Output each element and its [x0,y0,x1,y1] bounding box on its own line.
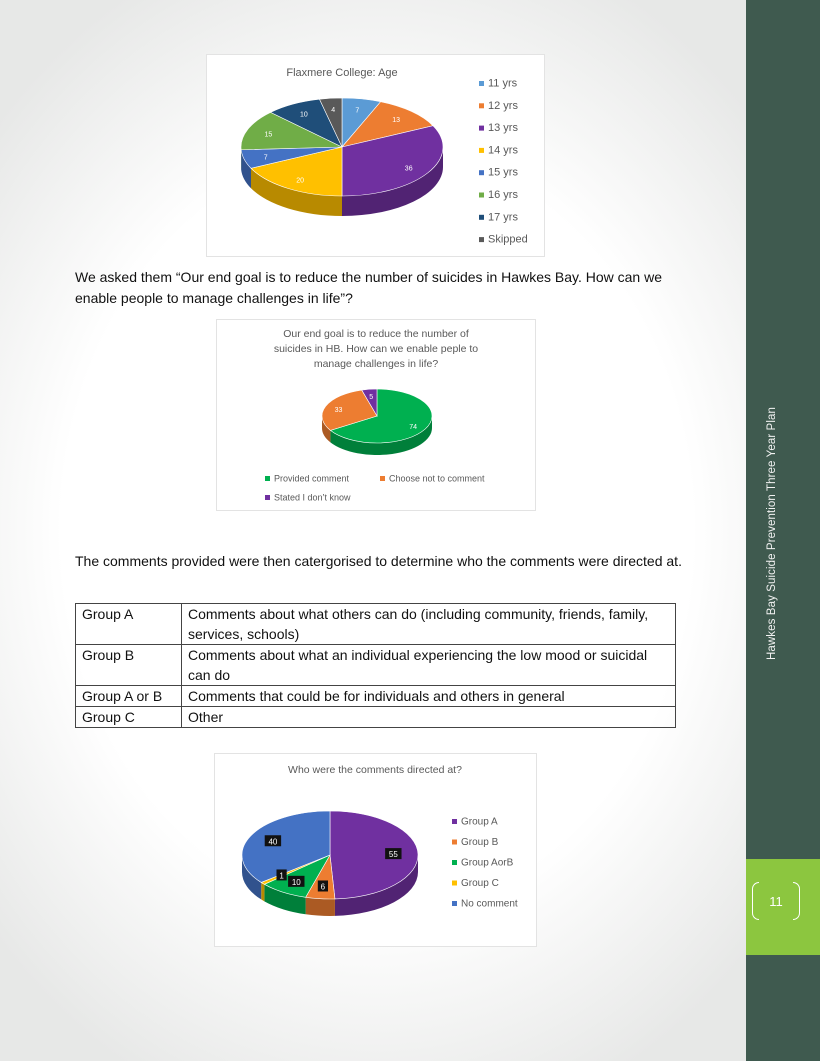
description-cell: Comments that could be for individuals and others in general [182,686,676,707]
document-title: Hawkes Bay Suicide Prevention Three Year Plan [766,407,778,660]
data-label: 74 [409,423,418,431]
legend-swatch [452,819,457,824]
group-cell: Group B [76,645,182,686]
data-label: 5 [369,393,374,401]
chart-title: manage challenges in life? [313,358,439,370]
data-label: 7 [263,154,268,162]
legend-swatch [265,476,270,481]
directed-at-pie-chart [215,754,536,946]
page-number-box [746,859,820,955]
legend-swatch [479,103,484,108]
legend-label: 16 yrs [488,189,518,201]
legend-label: 12 yrs [488,99,518,112]
legend-label: 13 yrs [488,122,518,135]
pie-slice-side [306,897,335,916]
table-row [76,604,676,645]
data-label: 6 [320,882,326,892]
legend-label: Provided comment [274,473,350,484]
table-row [76,686,676,707]
legend-swatch [452,840,457,845]
group-cell: Group A or B [76,686,182,707]
data-label: 1 [279,871,284,881]
question-paragraph: We asked them “Our end goal is to reduce the number of suicides in Hawkes Bay. How can we enable people to manage challenges in life”? [75,269,662,306]
legend-swatch [452,901,457,906]
chart-title: Who were the comments directed at? [288,764,462,776]
data-label: 15 [264,131,273,139]
legend-swatch [452,860,457,865]
legend-swatch [479,126,484,131]
legend-swatch [479,148,484,153]
group-cell: Group C [76,707,182,728]
right-bracket-icon [793,882,800,920]
legend-label: Group AorB [461,857,514,869]
data-label: 13 [392,117,401,125]
data-label: 40 [268,837,278,847]
legend-label: 15 yrs [488,166,518,179]
page-number: 11 [769,894,783,909]
legend-label: 14 yrs [488,144,518,157]
table-row [76,645,676,686]
chart-title: Flaxmere College: Age [286,67,398,79]
data-label: 20 [296,177,304,185]
data-label: 7 [355,107,360,115]
end-goal-chart [216,319,536,511]
categorised-paragraph: The comments provided were then catergorised to determine who the comments were directed at. [75,553,682,569]
legend-swatch [479,193,484,198]
pie-slice-side [261,882,264,901]
legend-label: Choose not to comment [389,473,485,484]
description-cell: Comments about what others can do (including community, friends, family, services, schools) [182,604,676,645]
legend-swatch [479,215,484,220]
group-table [75,603,676,728]
legend-label: Group B [461,837,499,848]
data-label: 4 [331,107,336,115]
legend-label: No comment [461,898,518,910]
legend-swatch [452,881,457,886]
table-row [76,707,676,728]
chart-title: Our end goal is to reduce the number of [283,328,469,340]
legend-swatch [479,237,484,242]
legend-swatch [380,476,385,481]
legend-label: Stated I don’t know [274,492,351,503]
data-label: 10 [291,877,301,887]
data-label: 55 [388,850,398,860]
legend-label: Group C [461,878,499,889]
data-label: 33 [334,406,343,414]
age-chart [206,54,545,257]
legend-label: 11 yrs [488,77,518,90]
end-goal-pie-chart [217,320,535,510]
description-cell: Other [182,707,676,728]
directed-at-chart [214,753,537,947]
legend-swatch [479,81,484,86]
legend-swatch [265,495,270,500]
data-label: 36 [404,165,413,173]
legend-label: Group A [461,816,498,828]
legend-label: 17 yrs [488,211,518,224]
legend-label: Skipped [488,233,528,246]
age-pie-chart [207,55,544,256]
legend-swatch [479,170,484,175]
description-cell: Comments about what an individual experiencing the low mood or suicidal can do [182,645,676,686]
group-cell: Group A [76,604,182,645]
chart-title: suicides in HB. How can we enable peple to [273,343,479,355]
data-label: 10 [299,111,308,119]
